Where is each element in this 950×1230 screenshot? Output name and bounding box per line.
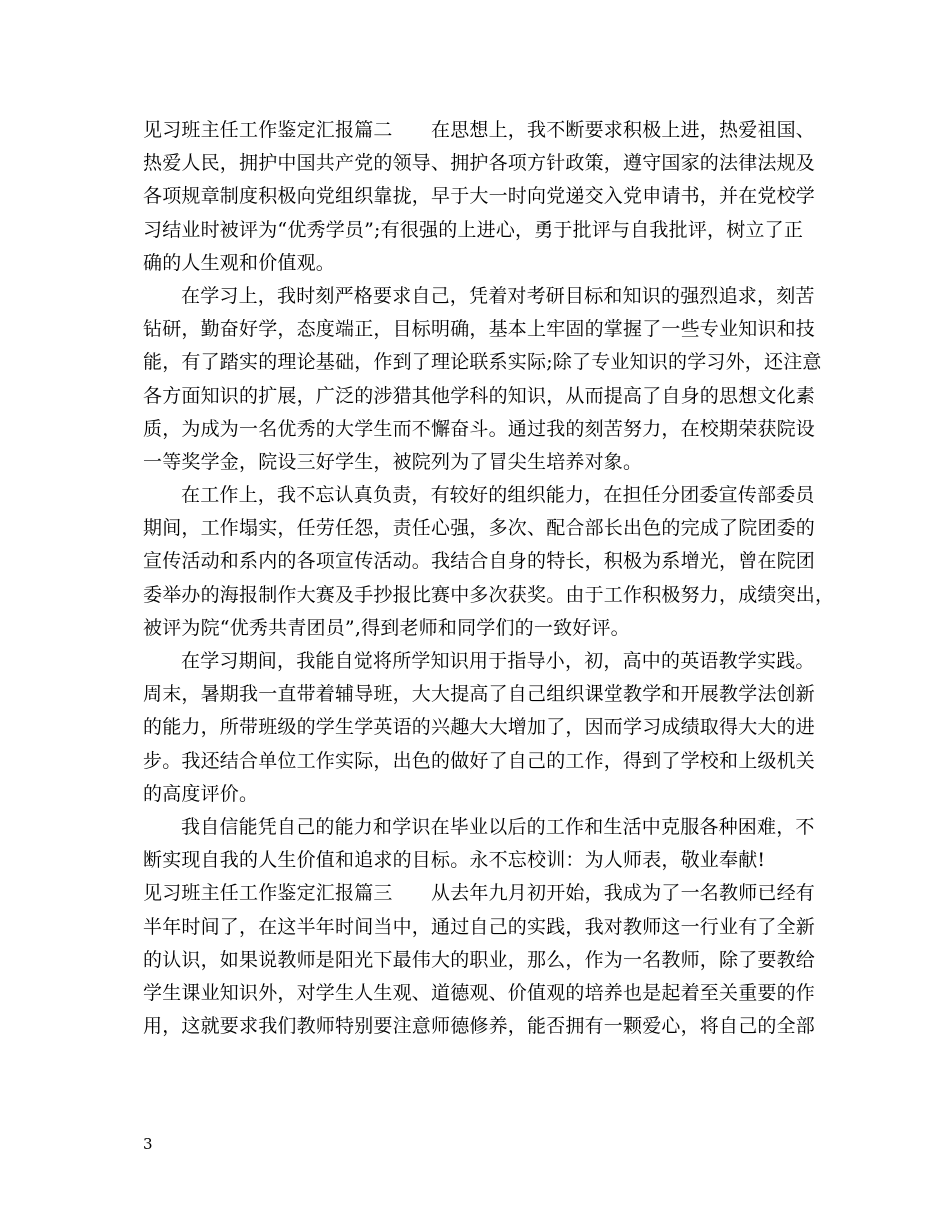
text-line: 的高度评价。 [143,782,259,805]
text-line: 学生课业知识外，对学生人生观、道德观、价值观的培养也是起着至关重要的作 [143,981,816,1004]
paragraph-start-line: 在学习期间，我能自觉将所学知识用于指导小，初，高中的英语教学实践。 [181,650,815,672]
text-line: 能，有了踏实的理论基础，作到了理论联系实际;除了专业知识的学习外，还注意 [143,351,822,374]
text-line: 步。我还结合单位工作实际，出色的做好了自己的工作，得到了学校和上级机关 [143,749,816,772]
text-line: 热爱人民，拥护中国共产党的领导、拥护各项方针政策，遵守国家的法律法规及 [143,152,816,175]
text-line: 周末，暑期我一直带着辅导班，大大提高了自己组织课堂教学和开展教学法创新 [143,683,816,706]
section-heading-line: 见习班主任工作鉴定汇报篇三 从去年九月初开始，我成为了一名教师已经有 [143,882,816,905]
text-line: 期间，工作塌实，任劳任怨，责任心强，多次、配合部长出色的完成了院团委的 [143,517,816,540]
text-line: 各项规章制度积极向党组织靠拢，早于大一时向党递交入党申请书，并在党校学 [143,185,816,208]
text-line: 习结业时被评为“优秀学员”;有很强的上进心，勇于批评与自我批评，树立了正 [143,218,804,241]
text-line: 用，这就要求我们教师特别要注意师德修养，能否拥有一颗爱心，将自己的全部 [143,1015,816,1038]
page-number: 3 [143,1135,153,1153]
paragraph-start-line: 在学习上，我时刻严格要求自己，凭着对考研目标和知识的强烈追求，刻苦 [181,284,815,307]
text-line: 见习班主任工作鉴定汇报篇二 在思想上，我不断要求积极上进，热爱祖国、 [143,119,816,141]
text-line: 一等奖学金，院设三好学生，被院列为了冒尖生培养对象。 [143,450,643,473]
text-line: 断实现自我的人生价值和追求的目标。永不忘校训：为人师表，敬业奉献! [143,849,766,872]
text-line: 各方面知识的扩展，广泛的涉猎其他学科的知识，从而提高了自身的思想文化素 [143,384,816,407]
text-line: 钻研，勤奋好学，态度端正，目标明确，基本上牢固的掌握了一些专业知识和技 [143,318,816,341]
text-line: 委举办的海报制作大赛及手抄报比赛中多次获奖。由于工作积极努力，成绩突出， [143,583,835,606]
document-body [143,114,835,1043]
text-line: 的认识，如果说教师是阳光下最伟大的职业，那么，作为一名教师，除了要教给 [143,948,816,971]
paragraph-start-line: 我自信能凭自己的能力和学识在毕业以后的工作和生活中克服各种困难，不 [181,815,815,838]
paragraph-start-line: 在工作上，我不忘认真负责，有较好的组织能力，在担任分团委宣传部委员 [181,484,815,507]
text-line: 质，为成为一名优秀的大学生而不懈奋斗。通过我的刻苦努力，在校期荣获院设 [143,417,816,440]
text-line: 确的人生观和价值观。 [143,251,336,274]
text-line: 宣传活动和系内的各项宣传活动。我结合自身的特长，积极为系增光，曾在院团 [143,550,816,573]
text-line: 被评为院“优秀共青团员”,得到老师和同学们的一致好评。 [143,616,630,639]
text-line: 半年时间了，在这半年时间当中，通过自己的实践，我对教师这一行业有了全新 [143,915,816,938]
text-line: 的能力，所带班级的学生学英语的兴趣大大增加了，因而学习成绩取得大大的进 [143,716,816,739]
